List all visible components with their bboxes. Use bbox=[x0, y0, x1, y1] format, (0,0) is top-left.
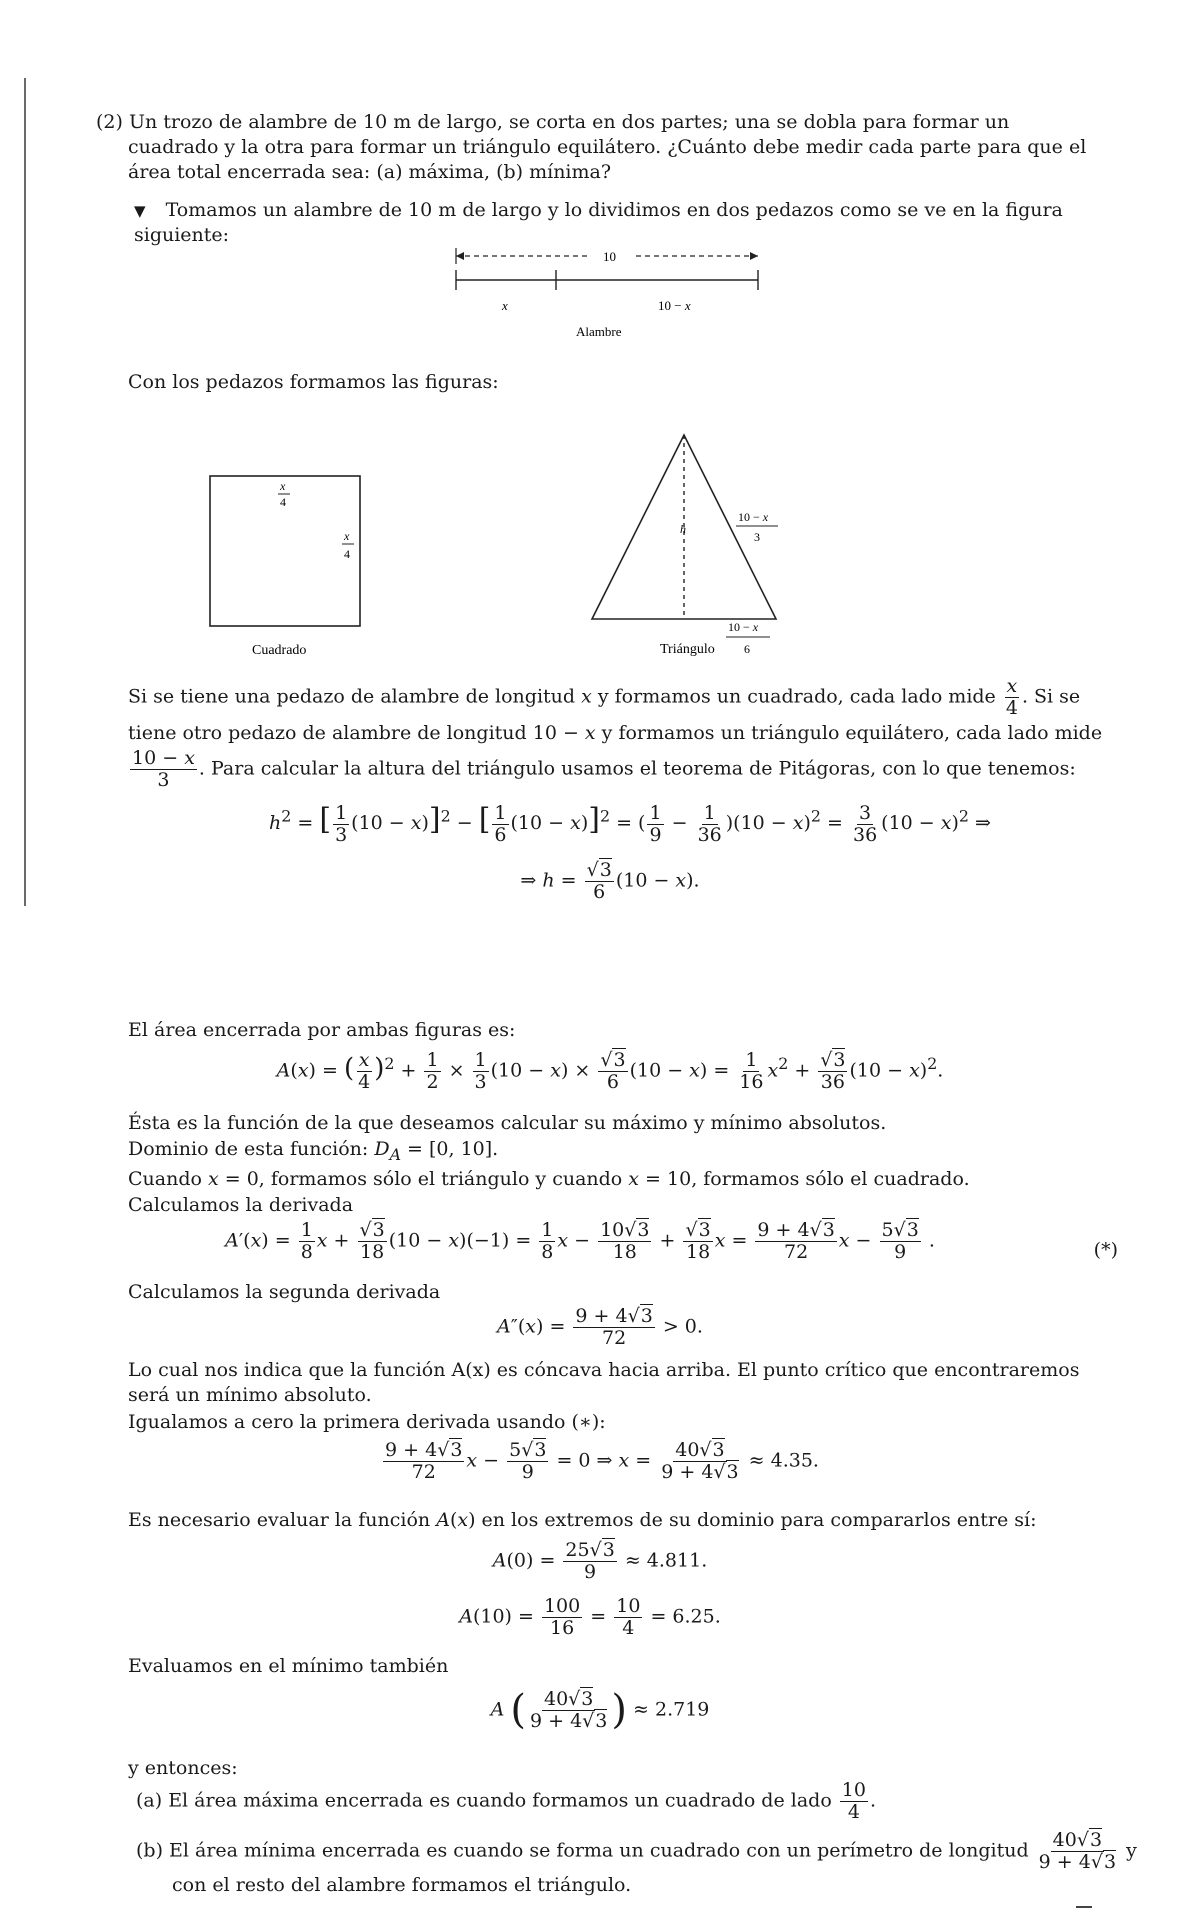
intro-line: ▼ Tomamos un alambre de 10 m de largo y lo dividimos en dos pedazos como se ve en la figura siguiente: bbox=[134, 199, 1063, 247]
equation-a10: A(10) = $\frac{100}{16}$ = $\frac{10}{4}$ = 6.25. bbox=[459, 1595, 721, 1639]
paragraph-1: Si se tiene una pedazo de alambre de longitud x y formamos un cuadrado, cada lado mide $\frac{x}{4}$ . Si se tiene otro pedazo de alambre de longitud 10 − x y formamos un triángulo equilátero, cada lado mide $\frac{10 - x}{3}$ . Para calcular la altura del triángulo usamos el teorema de Pitágoras, con lo que tenemos: bbox=[128, 675, 1103, 792]
triangle-caption: Triángulo bbox=[660, 642, 715, 657]
svg-text:4: 4 bbox=[280, 495, 286, 509]
page-mark bbox=[1076, 1906, 1092, 1908]
equation-tag: (*) bbox=[1093, 1239, 1118, 1261]
equation-a0: A(0) = $\frac{25√3}{9}$ ≈ 4.811. bbox=[492, 1539, 708, 1583]
square-caption: Cuadrado bbox=[252, 643, 307, 658]
text-lines bbox=[128, 1110, 1124, 1218]
equation-area: A(x) = ( $\frac{x}{4}$ )$^2$ + $\frac{1}{2}$ × $\frac{1}{3}$ (10 − x) × $\frac{√3}{6}$ (10 − x) = $\frac{1}{16}$ $x^2$ + $\frac{√3}{36}$ $(10 - x)^2$. bbox=[276, 1049, 944, 1093]
text-line-1: Ésta es la función de la que deseamos calcular su máximo y mínimo absolutos. bbox=[128, 1112, 887, 1134]
equation-derivative: A′(x) = $\frac{1}{8}$ x + $\frac{√3}{18}$ (10 − x)(−1) = $\frac{1}{8}$ x − $\frac{10√3}{18}$ + $\frac{√3}{18}$ x = $\frac{9 + 4√3}{72}$ x − $\frac{5√3}{9}$ . bbox=[225, 1219, 935, 1263]
zero-intro: Igualamos a cero la primera derivada usando (∗): bbox=[128, 1411, 606, 1433]
second-deriv-intro: Calculamos la segunda derivada bbox=[128, 1281, 441, 1303]
answer-b: (b) El área mínima encerrada es cuando se forma un cuadrado con un perímetro de longitud $\frac{40√3}{9 + 4√3}$ y con el resto del alambre formamos el triángulo. bbox=[136, 1829, 1137, 1896]
concave-text: Lo cual nos indica que la función A(x) es cóncava hacia arriba. El punto crítico que encontraremos será un mínimo absoluto. bbox=[128, 1359, 1080, 1406]
shapes-intro: Con los pedazos formamos las figuras: bbox=[128, 371, 499, 393]
square-figure bbox=[190, 470, 390, 670]
margin-rule bbox=[24, 78, 26, 906]
min-intro: Evaluamos en el mínimo también bbox=[128, 1655, 449, 1677]
eval-intro: Es necesario evaluar la función A(x) en los extremos de su dominio para compararlos entre sí: bbox=[128, 1509, 1037, 1531]
triangle-side-label: 10 − x bbox=[738, 510, 769, 524]
square-right-label: x bbox=[344, 529, 350, 543]
text-line-4: Calculamos la derivada bbox=[128, 1194, 354, 1217]
triangle-figure bbox=[580, 425, 810, 665]
answer-a: (a) El área máxima encerrada es cuando formamos un cuadrado de lado $\frac{10}{4}$ . bbox=[136, 1779, 877, 1823]
triangle-marker-icon: ▼ bbox=[134, 202, 146, 220]
text-line-3: Cuando x = 0, formamos sólo el triángulo y cuando x = 10, formamos sólo el cuadrado. bbox=[128, 1167, 970, 1190]
text-line-2: Dominio de esta función: $D_A = [0$, 10]. bbox=[128, 1138, 499, 1165]
wire-figure bbox=[440, 240, 780, 350]
equation-h-squared: $h^2$ = [ $\frac{1}{3}$ (10 − x)]$^2$ − [ $\frac{1}{6}$ (10 − x)]$^2$ = ( $\frac{1}{9}$ − $\frac{1}{36}$ )$(10 - x)^2$ = $\frac{3}{36}$ $(10 - x)^2$ ⇒ bbox=[269, 801, 991, 846]
square-top-label: x bbox=[280, 479, 286, 493]
then-text: y entonces: bbox=[128, 1757, 238, 1779]
problem-statement: (2) Un trozo de alambre de 10 m de largo, se corta en dos partes; una se dobla para formar un cuadrado y la otra para formar un triángulo equilátero. ¿Cuánto debe medir cada parte para que el área total encerrada sea: (a) máxima, (b) mínima? bbox=[96, 111, 1087, 184]
svg-text:6: 6 bbox=[744, 642, 750, 656]
svg-text:4: 4 bbox=[344, 547, 350, 561]
wire-caption: Alambre bbox=[576, 324, 622, 339]
triangle-height-label: h bbox=[680, 522, 686, 536]
wire-right-label: 10 − x bbox=[658, 298, 691, 313]
svg-text:3: 3 bbox=[754, 530, 760, 544]
area-intro: El área encerrada por ambas figuras es: bbox=[128, 1019, 516, 1041]
equation-zero: $\frac{9 + 4√3}{72}$ x − $\frac{5√3}{9}$ = 0 ⇒ x = $\frac{40√3}{9 + 4√3}$ ≈ 4.35. bbox=[385, 1439, 819, 1483]
wire-total-label: 10 bbox=[603, 249, 616, 264]
wire-left-label: x bbox=[502, 298, 508, 313]
equation-h: ⇒ h = $\frac{√3}{6}$ (10 − x). bbox=[520, 859, 700, 903]
triangle-halfbase-label: 10 − x bbox=[728, 620, 759, 634]
equation-a-min: A ( $\frac{40√3}{9 + 4√3}$ ) ≈ 2.719 bbox=[490, 1687, 710, 1733]
equation-second-derivative: A″(x) = $\frac{9 + 4√3}{72}$ > 0. bbox=[497, 1305, 703, 1349]
